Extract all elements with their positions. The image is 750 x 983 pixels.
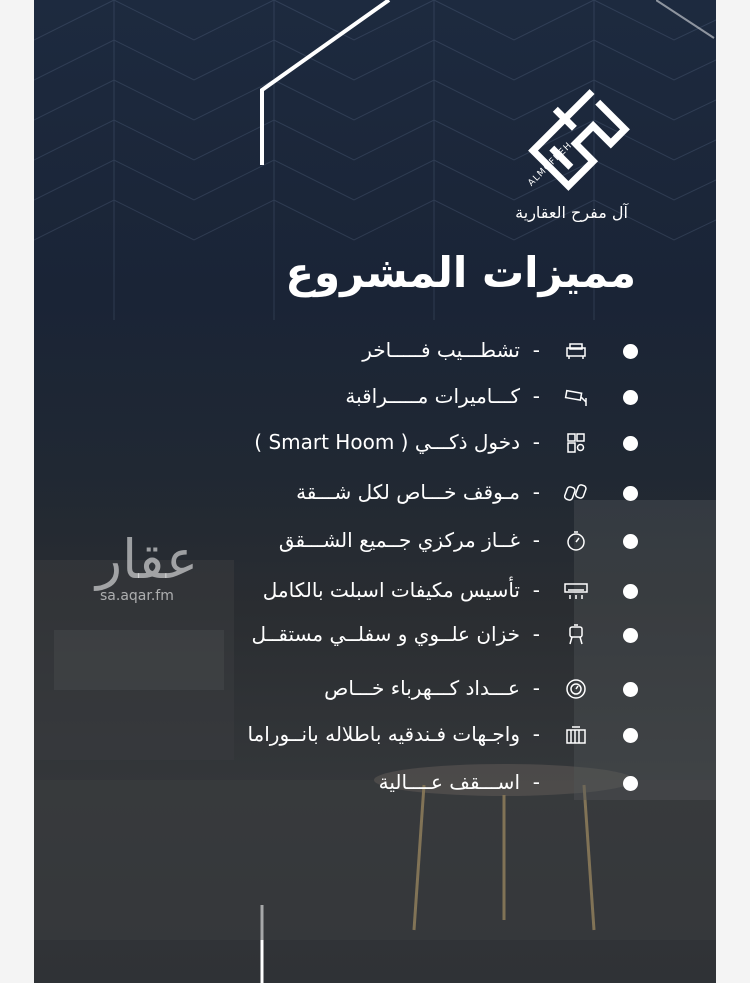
bullet <box>623 486 638 501</box>
bullet <box>623 584 638 599</box>
logo-latin-text: ALMOFREH <box>526 140 575 189</box>
bullet <box>623 628 638 643</box>
hotel-facade-icon <box>564 724 588 746</box>
dash: - <box>532 384 540 408</box>
top-decorative-line <box>254 0 394 170</box>
dash: - <box>532 676 540 700</box>
page-title: مميزات المشروع <box>285 248 636 297</box>
feature-text: مـوقف خـــاص لكل شـــقة <box>296 480 520 504</box>
list-item <box>34 674 716 704</box>
feature-text: كـــاميرات مـــــراقبة <box>345 384 520 408</box>
sofa-icon <box>564 340 588 362</box>
feature-text: واجـهات فـندقيه باطلاله بانــوراما <box>247 722 520 746</box>
bullet <box>623 344 638 359</box>
bullet <box>623 390 638 405</box>
watermark-url: sa.aqar.fm <box>100 588 174 604</box>
brand-name: آل مفرح العقارية <box>515 203 628 222</box>
list-item <box>34 720 716 750</box>
dash: - <box>532 480 540 504</box>
bullet <box>623 776 638 791</box>
list-item <box>34 478 716 508</box>
list-item <box>34 428 716 458</box>
right-decorative-line <box>656 0 716 40</box>
split-ac-icon <box>564 580 588 602</box>
bullet <box>623 682 638 697</box>
bullet <box>623 534 638 549</box>
dash: - <box>532 430 540 454</box>
dash: - <box>532 338 540 362</box>
dash: - <box>532 578 540 602</box>
feature-text: خزان علــوي و سفلــي مستقــل <box>251 622 520 646</box>
bullet <box>623 728 638 743</box>
feature-text: عـــداد كـــهرباء خـــاص <box>324 676 520 700</box>
list-item <box>34 526 716 556</box>
dash: - <box>532 770 540 794</box>
watermark-logo: عقار <box>96 528 199 591</box>
list-item <box>34 620 716 650</box>
list-item <box>34 768 716 798</box>
smart-lock-icon <box>564 432 588 454</box>
list-item <box>34 336 716 366</box>
electric-meter-icon <box>564 678 588 700</box>
list-item <box>34 382 716 412</box>
bullet <box>623 436 638 451</box>
dash: - <box>532 528 540 552</box>
feature-text: غــاز مركزي جــميع الشـــقق <box>278 528 520 552</box>
feature-text: تأسيس مكيفات اسبلت بالكامل <box>262 578 520 602</box>
dash: - <box>532 722 540 746</box>
list-item <box>34 576 716 606</box>
poster <box>34 0 716 983</box>
feature-text: تشطـــيب فـــــاخر <box>362 338 520 362</box>
security-camera-icon <box>564 386 588 408</box>
feature-text: اســـقف عــــالية <box>378 770 520 794</box>
parking-cars-icon <box>564 482 588 504</box>
gas-meter-icon <box>564 530 588 552</box>
water-tank-icon <box>564 624 588 646</box>
feature-text: دخول ذكـــي ( Smart Hoom ) <box>254 430 520 454</box>
dash: - <box>532 622 540 646</box>
